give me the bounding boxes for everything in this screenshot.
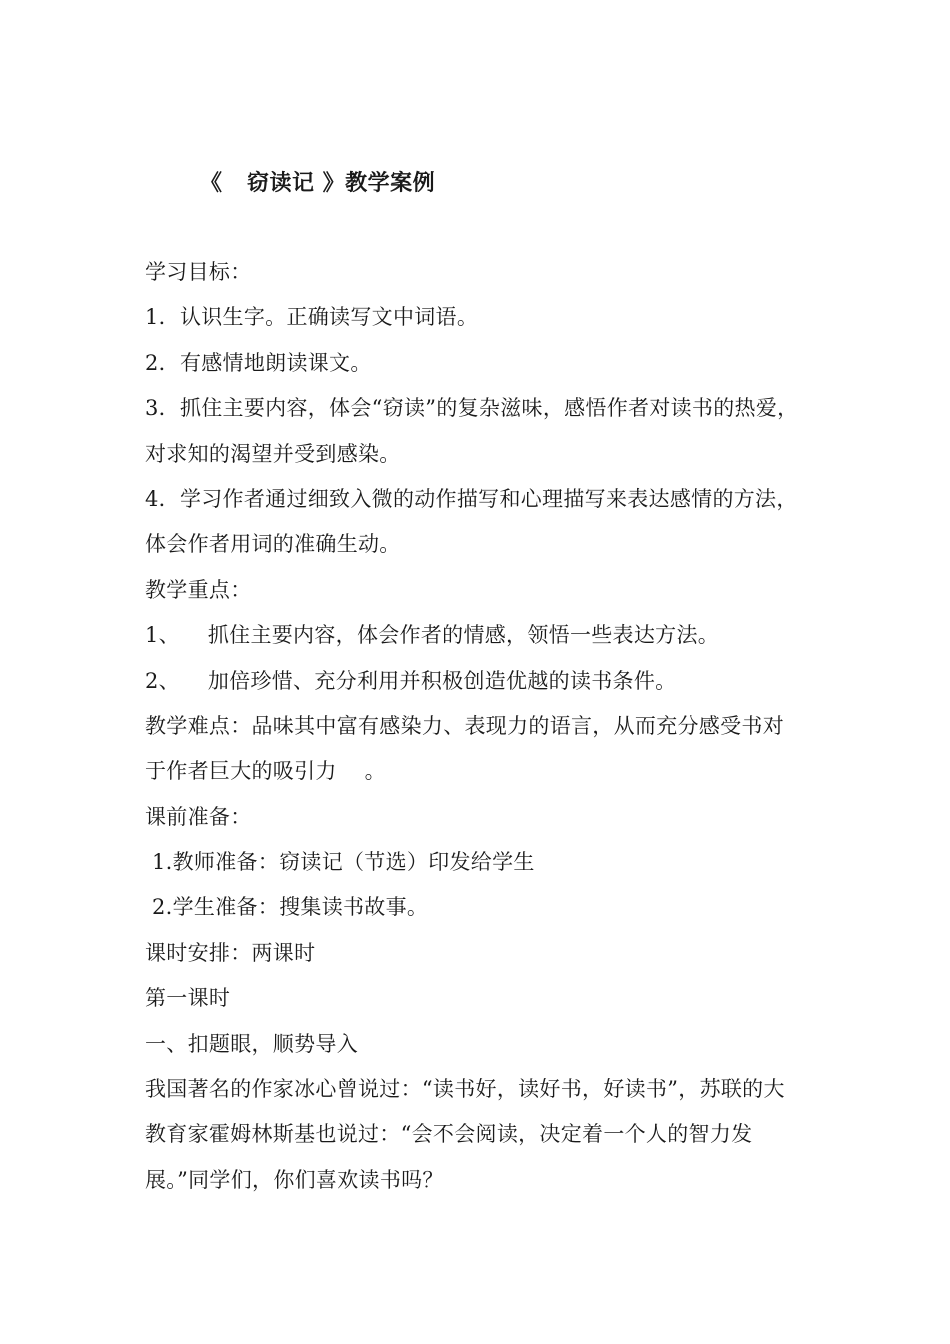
document-body bbox=[145, 254, 835, 1207]
key-point-1: 1、 抓住主要内容，体会作者的情感，领悟一些表达方法。 bbox=[145, 623, 720, 648]
goal-item-4-continued: 体会作者用词的准确生动。 bbox=[145, 532, 401, 557]
difficulty-line: 教学难点：品味其中富有感染力、表现力的语言，从而充分感受书对 bbox=[145, 713, 784, 738]
heading-preparation: 课前准备： bbox=[145, 804, 252, 829]
goal-item-4: 4．学习作者通过细致入微的动作描写和心理描写来表达感情的方法， bbox=[145, 486, 798, 511]
schedule-line: 课时安排：两课时 bbox=[145, 940, 316, 965]
preparation-teacher: 1.教师准备：窃读记（节选）印发给学生 bbox=[145, 850, 535, 875]
goal-item-3-continued: 对求知的渴望并受到感染。 bbox=[145, 441, 401, 466]
difficulty-line-continued: 于作者巨大的吸引力 。 bbox=[145, 759, 386, 784]
preparation-student: 2.学生准备：搜集读书故事。 bbox=[145, 895, 429, 920]
document-title: 《 窃读记 》教学案例 bbox=[200, 171, 436, 196]
section-one-heading: 一、扣题眼，顺势导入 bbox=[145, 1031, 358, 1056]
paragraph-line-1: 我国著名的作家冰心曾说过：“读书好，读好书，好读书”，苏联的大 bbox=[145, 1077, 785, 1102]
lesson-one-heading: 第一课时 bbox=[145, 986, 231, 1011]
goal-item-2: 2．有感情地朗读课文。 bbox=[145, 350, 372, 375]
goal-item-3: 3．抓住主要内容，体会“窃读”的复杂滋味，感悟作者对读书的热爱， bbox=[145, 396, 799, 421]
heading-learning-goals: 学习目标： bbox=[145, 260, 252, 284]
paragraph-line-2: 教育家霍姆林斯基也说过：“会不会阅读，决定着一个人的智力发 bbox=[145, 1122, 753, 1147]
goal-item-1: 1．认识生字。正确读写文中词语。 bbox=[145, 305, 479, 330]
paragraph-line-3: 展。”同学们，你们喜欢读书吗？ bbox=[145, 1167, 444, 1192]
heading-key-points: 教学重点： bbox=[145, 577, 252, 602]
key-point-2: 2、 加倍珍惜、充分利用并积极创造优越的读书条件。 bbox=[145, 668, 677, 693]
